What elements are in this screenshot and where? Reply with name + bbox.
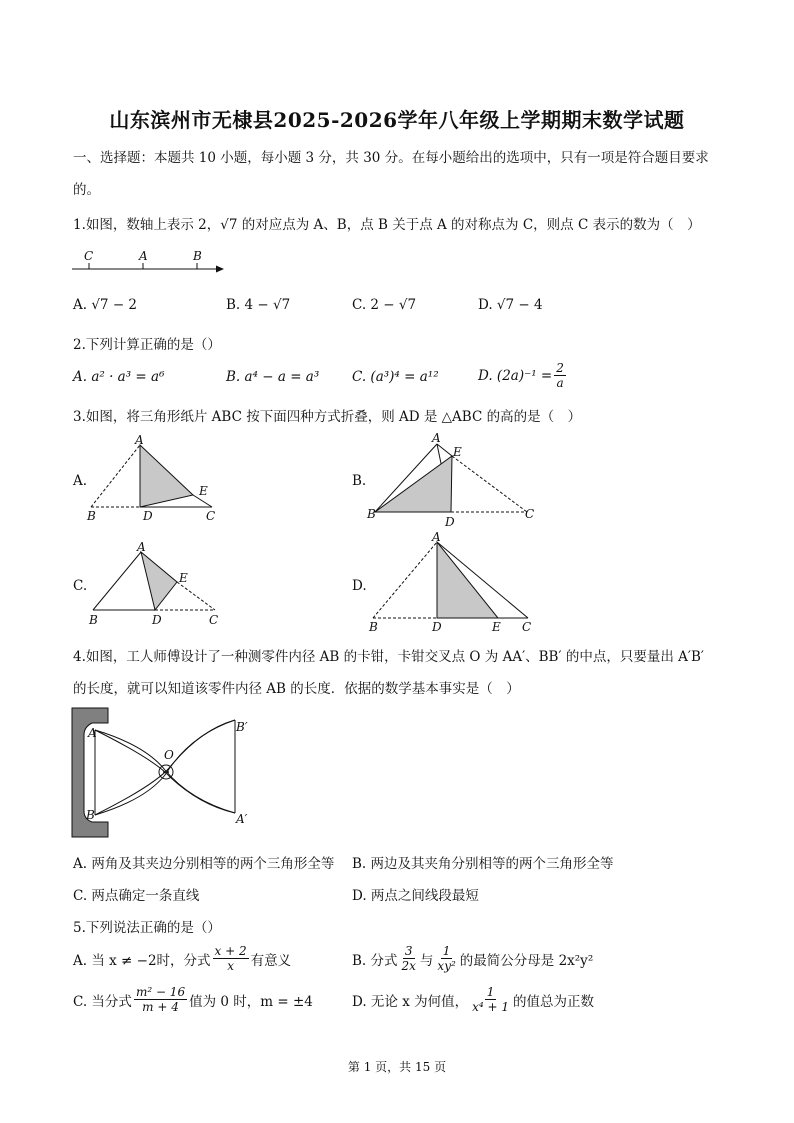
q2-option-a: A. a² · a³ = a⁶ [73, 369, 165, 385]
q2-option-d [478, 361, 568, 390]
q4-stem-line1: 4.如图，工人师傅设计了一种测零件内径 AB 的卡钳，卡钳交叉点 O 为 AA′、BB′ 的中点，只要量出 A′B′ [73, 649, 704, 665]
q2-option-d-prefix: D. (2a)⁻¹ = [478, 367, 553, 384]
page-title: 山东滨州市无棣县2025-2026学年八年级上学期期末数学试题 [109, 108, 685, 132]
q5-option-b: B. 分式 $\frac{3}{2x}$ 与 $\frac{1}{\text{xy²}}$ 的最简公分母是 2x²y² [352, 944, 594, 973]
q1-option-d: D. √7 − 4 [478, 297, 543, 313]
q1-label-a: A [139, 249, 148, 263]
svg-text:D: D [143, 509, 153, 523]
q1-label-c: C [84, 249, 94, 263]
svg-text:B: B [367, 507, 376, 521]
svg-text:E: E [492, 620, 501, 634]
svg-text:B′: B′ [236, 720, 248, 734]
q3-figure-c [85, 540, 225, 628]
q4-caliper-figure [70, 705, 270, 840]
svg-text:A: A [137, 540, 146, 554]
q4-option-a: A. 两角及其夹边分别相等的两个三角形全等 [73, 856, 335, 872]
q2-stem: 2.下列计算正确的是（） [73, 337, 221, 353]
svg-text:D: D [152, 613, 162, 627]
q3-figure-b [365, 430, 540, 528]
q3-option-b-label: B. [352, 473, 367, 489]
svg-text:A′: A′ [236, 812, 248, 826]
svg-text:E: E [179, 571, 188, 585]
q4-stem-line2: 的长度，就可以知道该零件内径 AB 的长度．依据的数学基本事实是（ ） [73, 681, 520, 697]
svg-text:A: A [88, 726, 97, 740]
section-heading-line1: 一、选择题：本题共 10 小题，每小题 3 分，共 30 分。在每小题给出的选项中，只有一项是符合题目要求 [73, 150, 709, 166]
q3-figure-d [365, 532, 540, 634]
q3-option-a-label: A. [73, 473, 88, 489]
svg-text:B: B [89, 613, 98, 627]
section-heading-line2: 的。 [73, 182, 100, 198]
svg-text:A: A [135, 435, 144, 447]
svg-text:C: C [206, 509, 216, 523]
svg-text:C: C [525, 507, 535, 521]
q1-label-b: B [193, 249, 202, 263]
q2-option-c: C. (a³)⁴ = a¹² [352, 369, 439, 385]
svg-text:E: E [453, 445, 462, 459]
svg-text:D: D [445, 515, 455, 528]
page-footer: 第 1 页，共 15 页 [347, 1060, 447, 1074]
svg-text:B: B [369, 620, 378, 634]
q3-option-c-label: C. [73, 578, 88, 594]
q4-option-d: D. 两点之间线段最短 [352, 888, 479, 904]
q1-option-a: A. √7 − 2 [73, 297, 138, 313]
q5-option-c: C. 当分式 $\frac{\text{m² − 16}}{m + 4}$ 值为 0 时，m = ±4 [73, 985, 313, 1014]
q1-number-line [70, 247, 230, 277]
q5-option-a: A. 当 x ≠ −2时，分式 $\frac{x + 2}{x}$ 有意义 [73, 944, 292, 973]
q4-option-c: C. 两点确定一条直线 [73, 888, 200, 904]
svg-text:C: C [522, 620, 532, 634]
q3-option-d-label: D. [352, 578, 367, 594]
svg-text:O: O [164, 748, 174, 762]
q1-option-c: C. 2 − √7 [352, 297, 417, 313]
svg-text:B: B [87, 509, 96, 523]
svg-text:B: B [86, 808, 95, 822]
q5-option-d: D. 无论 x 为何值， $\frac{1}{\text{x⁴ + 1}}$ 的值总为正数 [352, 985, 595, 1014]
svg-text:A: A [432, 431, 441, 445]
q1-stem: 1.如图，数轴上表示 2，√7 的对应点为 A、B，点 B 关于点 A 的对称点为 C，则点 C 表示的数为（ ） [73, 217, 701, 233]
q2-option-b: B. a⁴ − a = a³ [226, 369, 320, 385]
q2-d-denominator: a [556, 376, 564, 390]
q5-stem: 5.下列说法正确的是（） [73, 920, 221, 936]
q2-d-numerator: 2 [556, 361, 564, 375]
q2-option-d-fraction [554, 361, 566, 390]
svg-text:D: D [432, 620, 442, 634]
q4-option-b: B. 两边及其夹角分别相等的两个三角形全等 [352, 856, 614, 872]
q3-figure-a [85, 435, 225, 525]
svg-text:A: A [432, 532, 441, 544]
svg-text:E: E [199, 484, 208, 498]
q1-option-b: B. 4 − √7 [226, 297, 291, 313]
svg-text:C: C [209, 613, 219, 627]
q3-stem: 3.如图，将三角形纸片 ABC 按下面四种方式折叠，则 AD 是 △ABC 的高的是（ ） [73, 409, 582, 425]
